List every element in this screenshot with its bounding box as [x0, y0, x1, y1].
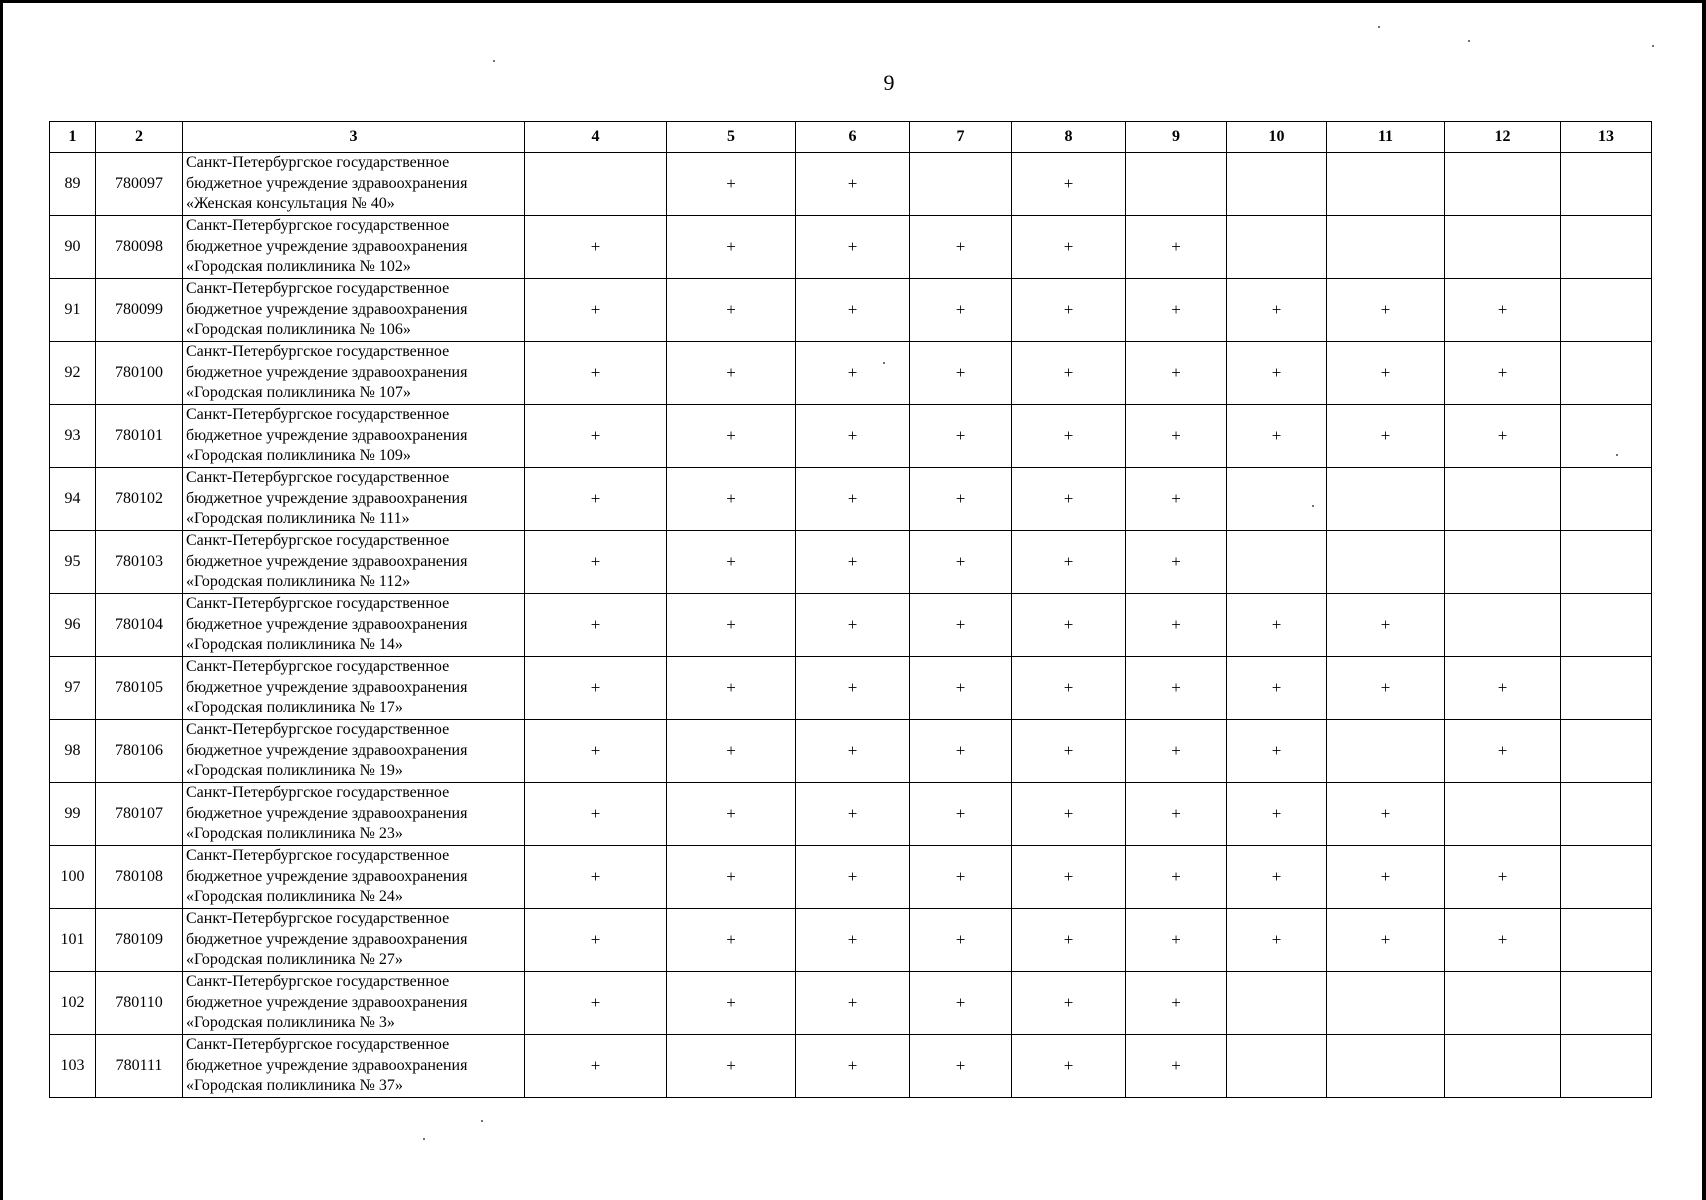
org-name	[183, 846, 525, 909]
row-number: 101	[50, 909, 96, 972]
mark-cell-col-13	[1561, 531, 1652, 594]
org-name-line: бюджетное учреждение здравоохранения	[186, 1056, 468, 1074]
mark-cell-col-5: +	[667, 720, 796, 783]
mark-cell-col-12	[1445, 531, 1561, 594]
mark-cell-col-6: +	[796, 468, 910, 531]
mark-cell-col-5: +	[667, 1035, 796, 1098]
mark-cell-col-6: +	[796, 342, 910, 405]
table-row	[50, 153, 1652, 216]
mark-cell-col-6: +	[796, 972, 910, 1035]
mark-cell-col-8: +	[1012, 783, 1126, 846]
mark-cell-col-11: +	[1327, 909, 1445, 972]
org-name-line: Санкт-Петербургское государственное	[186, 1036, 450, 1054]
mark-cell-col-12	[1445, 216, 1561, 279]
mark-cell-col-12	[1445, 468, 1561, 531]
mark-cell-col-7: +	[910, 972, 1012, 1035]
org-code: 780110	[96, 972, 183, 1035]
mark-cell-col-8: +	[1012, 846, 1126, 909]
mark-cell-col-13	[1561, 783, 1652, 846]
mark-cell-col-4: +	[525, 783, 667, 846]
mark-cell-col-8: +	[1012, 972, 1126, 1035]
org-name	[183, 783, 525, 846]
mark-cell-col-10: +	[1227, 720, 1327, 783]
mark-cell-col-7: +	[910, 531, 1012, 594]
column-header: 1	[50, 122, 96, 153]
mark-cell-col-10	[1227, 972, 1327, 1035]
mark-cell-col-12	[1445, 1035, 1561, 1098]
row-number: 99	[50, 783, 96, 846]
org-name	[183, 153, 525, 216]
mark-cell-col-11: +	[1327, 846, 1445, 909]
mark-cell-col-6: +	[796, 846, 910, 909]
org-name	[183, 657, 525, 720]
column-header: 6	[796, 122, 910, 153]
speck	[883, 362, 885, 364]
row-number: 95	[50, 531, 96, 594]
column-header: 3	[183, 122, 525, 153]
mark-cell-col-5: +	[667, 405, 796, 468]
mark-cell-col-12	[1445, 153, 1561, 216]
mark-cell-col-6: +	[796, 405, 910, 468]
mark-cell-col-4: +	[525, 657, 667, 720]
mark-cell-col-12: +	[1445, 657, 1561, 720]
org-name-line: «Городская поликлиника № 24»	[186, 888, 403, 906]
mark-cell-col-12: +	[1445, 846, 1561, 909]
speck	[1378, 26, 1380, 28]
mark-cell-col-10: +	[1227, 405, 1327, 468]
org-name	[183, 468, 525, 531]
mark-cell-col-10: +	[1227, 909, 1327, 972]
mark-cell-col-12	[1445, 972, 1561, 1035]
mark-cell-col-11	[1327, 153, 1445, 216]
mark-cell-col-4: +	[525, 846, 667, 909]
mark-cell-col-7: +	[910, 783, 1012, 846]
mark-cell-col-9: +	[1126, 909, 1227, 972]
mark-cell-col-6: +	[796, 531, 910, 594]
mark-cell-col-4: +	[525, 909, 667, 972]
mark-cell-col-9: +	[1126, 594, 1227, 657]
mark-cell-col-8: +	[1012, 153, 1126, 216]
mark-cell-col-5: +	[667, 657, 796, 720]
mark-cell-col-5: +	[667, 846, 796, 909]
mark-cell-col-6: +	[796, 657, 910, 720]
mark-cell-col-7: +	[910, 720, 1012, 783]
mark-cell-col-11: +	[1327, 657, 1445, 720]
mark-cell-col-13	[1561, 405, 1652, 468]
org-name-line: Санкт-Петербургское государственное	[186, 721, 450, 739]
mark-cell-col-4: +	[525, 279, 667, 342]
mark-cell-col-9: +	[1126, 657, 1227, 720]
mark-cell-col-7: +	[910, 657, 1012, 720]
org-name-line: Санкт-Петербургское государственное	[186, 658, 450, 676]
mark-cell-col-12: +	[1445, 405, 1561, 468]
table-body	[50, 153, 1652, 1098]
org-name-line: бюджетное учреждение здравоохранения	[186, 930, 468, 948]
mark-cell-col-9	[1126, 153, 1227, 216]
mark-cell-col-12	[1445, 594, 1561, 657]
mark-cell-col-11	[1327, 468, 1445, 531]
mark-cell-col-6: +	[796, 720, 910, 783]
mark-cell-col-8: +	[1012, 405, 1126, 468]
org-code: 780107	[96, 783, 183, 846]
org-name-line: «Городская поликлиника № 27»	[186, 951, 403, 969]
table-row	[50, 468, 1652, 531]
mark-cell-col-13	[1561, 216, 1652, 279]
mark-cell-col-10: +	[1227, 657, 1327, 720]
mark-cell-col-11	[1327, 1035, 1445, 1098]
org-name-line: «Городская поликлиника № 23»	[186, 825, 403, 843]
mark-cell-col-6: +	[796, 1035, 910, 1098]
mark-cell-col-8: +	[1012, 909, 1126, 972]
table-row	[50, 279, 1652, 342]
mark-cell-col-5: +	[667, 342, 796, 405]
mark-cell-col-4: +	[525, 531, 667, 594]
mark-cell-col-5: +	[667, 279, 796, 342]
mark-cell-col-9: +	[1126, 783, 1227, 846]
org-name-line: Санкт-Петербургское государственное	[186, 847, 450, 865]
table-row	[50, 594, 1652, 657]
mark-cell-col-6: +	[796, 594, 910, 657]
mark-cell-col-11	[1327, 531, 1445, 594]
org-name-line: бюджетное учреждение здравоохранения	[186, 489, 468, 507]
mark-cell-col-4: +	[525, 1035, 667, 1098]
org-code: 780111	[96, 1035, 183, 1098]
org-name-line: бюджетное учреждение здравоохранения	[186, 615, 468, 633]
org-code: 780102	[96, 468, 183, 531]
org-name-line: бюджетное учреждение здравоохранения	[186, 804, 468, 822]
mark-cell-col-9: +	[1126, 279, 1227, 342]
table-row	[50, 972, 1652, 1035]
org-name-line: «Женская консультация № 40»	[186, 195, 395, 213]
org-name	[183, 1035, 525, 1098]
org-name-line: Санкт-Петербургское государственное	[186, 154, 450, 172]
table-row	[50, 216, 1652, 279]
mark-cell-col-5: +	[667, 468, 796, 531]
org-name-line: «Городская поликлиника № 106»	[186, 321, 411, 339]
mark-cell-col-4: +	[525, 342, 667, 405]
row-number: 90	[50, 216, 96, 279]
column-header: 11	[1327, 122, 1445, 153]
org-name	[183, 279, 525, 342]
org-name-line: бюджетное учреждение здравоохранения	[186, 426, 468, 444]
mark-cell-col-13	[1561, 153, 1652, 216]
org-code: 780109	[96, 909, 183, 972]
org-name-line: бюджетное учреждение здравоохранения	[186, 174, 468, 192]
org-name-line: «Городская поликлиника № 111»	[186, 510, 410, 528]
mark-cell-col-9: +	[1126, 846, 1227, 909]
mark-cell-col-9: +	[1126, 972, 1227, 1035]
mark-cell-col-5: +	[667, 783, 796, 846]
mark-cell-col-6: +	[796, 216, 910, 279]
mark-cell-col-12: +	[1445, 342, 1561, 405]
row-number: 96	[50, 594, 96, 657]
column-header: 10	[1227, 122, 1327, 153]
mark-cell-col-7: +	[910, 342, 1012, 405]
mark-cell-col-10	[1227, 531, 1327, 594]
mark-cell-col-13	[1561, 972, 1652, 1035]
speck	[1312, 505, 1314, 507]
row-number: 92	[50, 342, 96, 405]
mark-cell-col-4	[525, 153, 667, 216]
mark-cell-col-4: +	[525, 405, 667, 468]
mark-cell-col-7: +	[910, 216, 1012, 279]
mark-cell-col-13	[1561, 657, 1652, 720]
org-name	[183, 909, 525, 972]
mark-cell-col-11: +	[1327, 405, 1445, 468]
org-code: 780097	[96, 153, 183, 216]
org-name-line: «Городская поликлиника № 19»	[186, 762, 403, 780]
org-name-line: «Городская поликлиника № 109»	[186, 447, 411, 465]
mark-cell-col-9: +	[1126, 1035, 1227, 1098]
org-name	[183, 594, 525, 657]
org-name-line: Санкт-Петербургское государственное	[186, 280, 450, 298]
column-header: 12	[1445, 122, 1561, 153]
table-row	[50, 783, 1652, 846]
row-number: 94	[50, 468, 96, 531]
org-name-line: Санкт-Петербургское государственное	[186, 406, 450, 424]
mark-cell-col-5: +	[667, 531, 796, 594]
table-row	[50, 1035, 1652, 1098]
header-row	[50, 122, 1652, 153]
table-row	[50, 657, 1652, 720]
org-name-line: бюджетное учреждение здравоохранения	[186, 300, 468, 318]
mark-cell-col-5: +	[667, 594, 796, 657]
row-number: 100	[50, 846, 96, 909]
mark-cell-col-11	[1327, 720, 1445, 783]
mark-cell-col-5: +	[667, 972, 796, 1035]
mark-cell-col-11	[1327, 216, 1445, 279]
org-name-line: бюджетное учреждение здравоохранения	[186, 678, 468, 696]
mark-cell-col-5: +	[667, 909, 796, 972]
speck	[1652, 45, 1654, 47]
org-code: 780104	[96, 594, 183, 657]
speck	[1616, 454, 1618, 456]
org-name-line: «Городская поликлиника № 107»	[186, 384, 411, 402]
row-number: 91	[50, 279, 96, 342]
mark-cell-col-13	[1561, 909, 1652, 972]
mark-cell-col-13	[1561, 594, 1652, 657]
mark-cell-col-10: +	[1227, 279, 1327, 342]
mark-cell-col-10	[1227, 216, 1327, 279]
org-name	[183, 216, 525, 279]
registry-table	[49, 121, 1652, 1098]
org-name-line: Санкт-Петербургское государственное	[186, 532, 450, 550]
org-name-line: Санкт-Петербургское государственное	[186, 469, 450, 487]
mark-cell-col-13	[1561, 342, 1652, 405]
mark-cell-col-10	[1227, 153, 1327, 216]
mark-cell-col-10: +	[1227, 342, 1327, 405]
mark-cell-col-8: +	[1012, 531, 1126, 594]
org-name-line: «Городская поликлиника № 17»	[186, 699, 403, 717]
column-header: 5	[667, 122, 796, 153]
org-name-line: «Городская поликлиника № 37»	[186, 1077, 403, 1095]
table-row	[50, 846, 1652, 909]
mark-cell-col-6: +	[796, 279, 910, 342]
mark-cell-col-13	[1561, 279, 1652, 342]
column-header: 8	[1012, 122, 1126, 153]
page-number: 9	[883, 70, 895, 95]
org-code: 780105	[96, 657, 183, 720]
org-name-line: Санкт-Петербургское государственное	[186, 343, 450, 361]
mark-cell-col-10	[1227, 1035, 1327, 1098]
org-code: 780103	[96, 531, 183, 594]
mark-cell-col-8: +	[1012, 468, 1126, 531]
column-header: 9	[1126, 122, 1227, 153]
mark-cell-col-7: +	[910, 279, 1012, 342]
mark-cell-col-7: +	[910, 468, 1012, 531]
mark-cell-col-4: +	[525, 720, 667, 783]
mark-cell-col-11: +	[1327, 342, 1445, 405]
mark-cell-col-7: +	[910, 909, 1012, 972]
mark-cell-col-5: +	[667, 153, 796, 216]
mark-cell-col-7	[910, 153, 1012, 216]
mark-cell-col-12: +	[1445, 909, 1561, 972]
org-name-line: «Городская поликлиника № 112»	[186, 573, 411, 591]
org-name-line: Санкт-Петербургское государственное	[186, 973, 450, 991]
mark-cell-col-6: +	[796, 909, 910, 972]
org-name-line: бюджетное учреждение здравоохранения	[186, 993, 468, 1011]
table-row	[50, 720, 1652, 783]
column-header: 2	[96, 122, 183, 153]
org-name	[183, 720, 525, 783]
org-code: 780108	[96, 846, 183, 909]
mark-cell-col-9: +	[1126, 342, 1227, 405]
column-header: 7	[910, 122, 1012, 153]
row-number: 97	[50, 657, 96, 720]
column-header: 4	[525, 122, 667, 153]
mark-cell-col-9: +	[1126, 216, 1227, 279]
table-row	[50, 909, 1652, 972]
mark-cell-col-5: +	[667, 216, 796, 279]
mark-cell-col-12: +	[1445, 279, 1561, 342]
org-name-line: бюджетное учреждение здравоохранения	[186, 237, 468, 255]
table-row	[50, 405, 1652, 468]
speck	[423, 1138, 425, 1140]
mark-cell-col-13	[1561, 720, 1652, 783]
org-name-line: «Городская поликлиника № 3»	[186, 1014, 395, 1032]
org-code: 780101	[96, 405, 183, 468]
org-code: 780099	[96, 279, 183, 342]
row-number: 102	[50, 972, 96, 1035]
mark-cell-col-11: +	[1327, 594, 1445, 657]
row-number: 103	[50, 1035, 96, 1098]
mark-cell-col-4: +	[525, 594, 667, 657]
mark-cell-col-10	[1227, 468, 1327, 531]
mark-cell-col-13	[1561, 1035, 1652, 1098]
org-name	[183, 972, 525, 1035]
org-name-line: Санкт-Петербургское государственное	[186, 217, 450, 235]
org-name	[183, 405, 525, 468]
mark-cell-col-4: +	[525, 972, 667, 1035]
row-number: 98	[50, 720, 96, 783]
mark-cell-col-10: +	[1227, 594, 1327, 657]
org-code: 780098	[96, 216, 183, 279]
org-name-line: Санкт-Петербургское государственное	[186, 784, 450, 802]
org-name-line: «Городская поликлиника № 102»	[186, 258, 411, 276]
speck	[493, 60, 495, 62]
org-name-line: бюджетное учреждение здравоохранения	[186, 741, 468, 759]
org-name-line: Санкт-Петербургское государственное	[186, 595, 450, 613]
org-name-line: бюджетное учреждение здравоохранения	[186, 363, 468, 381]
mark-cell-col-8: +	[1012, 1035, 1126, 1098]
org-code: 780100	[96, 342, 183, 405]
mark-cell-col-4: +	[525, 468, 667, 531]
mark-cell-col-8: +	[1012, 720, 1126, 783]
mark-cell-col-8: +	[1012, 657, 1126, 720]
org-name-line: «Городская поликлиника № 14»	[186, 636, 403, 654]
mark-cell-col-11	[1327, 972, 1445, 1035]
mark-cell-col-10: +	[1227, 783, 1327, 846]
table-row	[50, 342, 1652, 405]
mark-cell-col-8: +	[1012, 342, 1126, 405]
mark-cell-col-6: +	[796, 153, 910, 216]
mark-cell-col-9: +	[1126, 468, 1227, 531]
mark-cell-col-8: +	[1012, 594, 1126, 657]
mark-cell-col-9: +	[1126, 405, 1227, 468]
row-number: 93	[50, 405, 96, 468]
row-number: 89	[50, 153, 96, 216]
mark-cell-col-8: +	[1012, 216, 1126, 279]
mark-cell-col-13	[1561, 846, 1652, 909]
column-header: 13	[1561, 122, 1652, 153]
org-name	[183, 531, 525, 594]
table-row	[50, 531, 1652, 594]
mark-cell-col-7: +	[910, 594, 1012, 657]
org-code: 780106	[96, 720, 183, 783]
mark-cell-col-6: +	[796, 783, 910, 846]
mark-cell-col-9: +	[1126, 531, 1227, 594]
mark-cell-col-12	[1445, 783, 1561, 846]
speck	[1468, 40, 1470, 42]
mark-cell-col-9: +	[1126, 720, 1227, 783]
org-name-line: бюджетное учреждение здравоохранения	[186, 867, 468, 885]
mark-cell-col-8: +	[1012, 279, 1126, 342]
speck	[481, 1120, 483, 1122]
org-name-line: бюджетное учреждение здравоохранения	[186, 552, 468, 570]
mark-cell-col-7: +	[910, 1035, 1012, 1098]
mark-cell-col-11: +	[1327, 783, 1445, 846]
mark-cell-col-12: +	[1445, 720, 1561, 783]
org-name	[183, 342, 525, 405]
mark-cell-col-13	[1561, 468, 1652, 531]
mark-cell-col-10: +	[1227, 846, 1327, 909]
mark-cell-col-4: +	[525, 216, 667, 279]
mark-cell-col-7: +	[910, 846, 1012, 909]
mark-cell-col-11: +	[1327, 279, 1445, 342]
org-name-line: Санкт-Петербургское государственное	[186, 910, 450, 928]
mark-cell-col-7: +	[910, 405, 1012, 468]
